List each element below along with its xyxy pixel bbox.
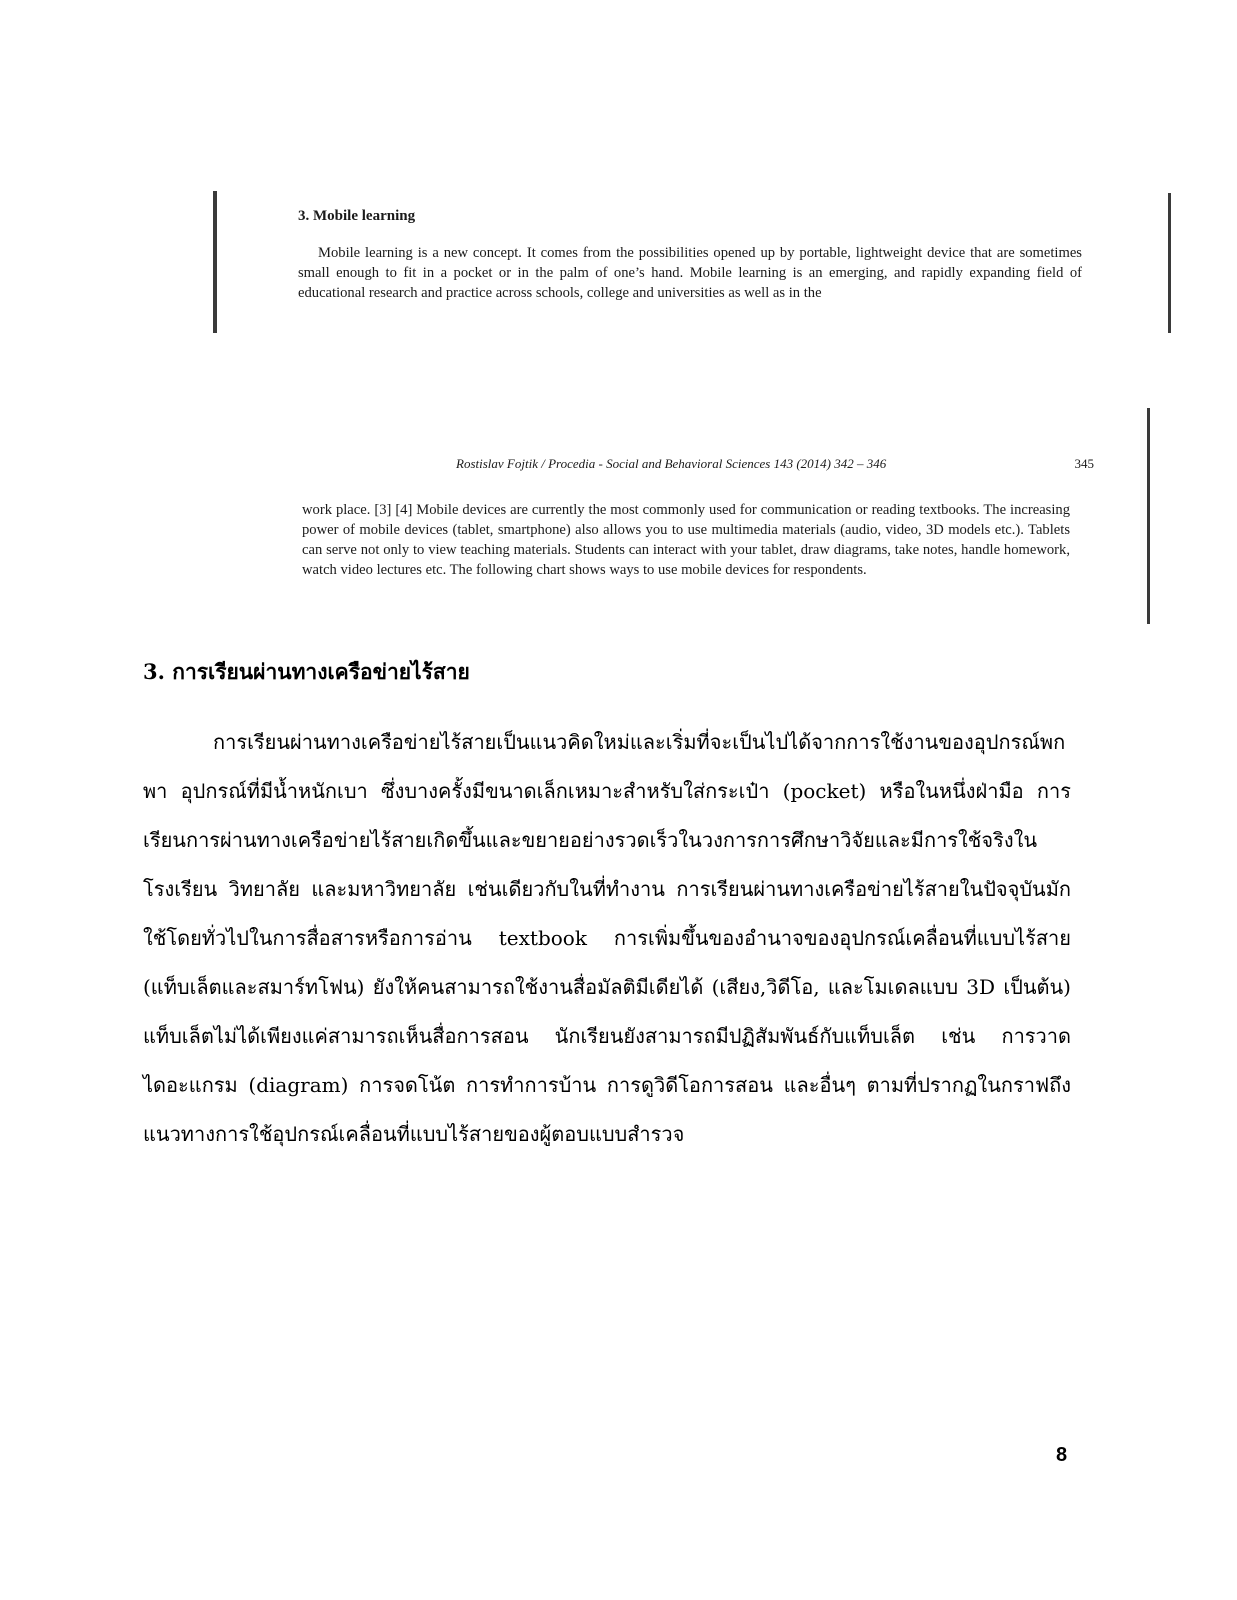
journal-citation: Rostislav Fojtik / Procedia - Social and Behavioral Sciences 143 (2014) 342 – 346 (456, 456, 887, 471)
excerpt-bottom (302, 454, 1094, 580)
excerpt-paragraph: Mobile learning is a new concept. It comes from the possibilities opened up by portable, lightweight device that are sometimes small enough to fit in a pocket or in the palm of one’s hand. Mobile learning is an emerging, and rapidly expanding field of educational research and practice across schools, college and universities as well as in the (298, 245, 1082, 301)
excerpt-paragraph-continued: work place. [3] [4] Mobile devices are currently the most commonly used for communication or reading textbooks. The increasing power of mobile devices (tablet, smartphone) also allows you to use multimedia materials (audio, video, 3D models etc.). Tablets can serve not only to view teaching materials. Students can interact with your tablet, draw diagrams, take notes, handle homework, watch video lectures etc. The following chart shows ways to use mobile devices for respondents. (302, 502, 1070, 578)
page-number: 8 (1056, 1444, 1068, 1466)
excerpt-top (298, 208, 1082, 303)
excerpt-heading: 3. Mobile learning (298, 208, 416, 224)
excerpt-top-left-border (213, 191, 217, 333)
section-paragraph: การเรียนผ่านทางเครือข่ายไร้สายเป็นแนวคิดใหม่และเริ่มที่จะเป็นไปได้จากการใช้งานของอุปกรณ์พกพา อุปกรณ์ที่มีน้ำหนักเบา ซึ่งบางครั้งมีขนาดเล็กเหมาะสำหรับใส่กระเป๋า (pocket) หรือในหนึ่งฝ่ามือ การเรียนการผ่านทางเครือข่ายไร้สายเกิดขึ้นและขยายอย่างรวดเร็วในวงการการศึกษาวิจัยและมีการใช้จริงในโรงเรียน วิทยาลัย และมหาวิทยาลัย เช่นเดียวกับในที่ทำงาน การเรียนผ่านทางเครือข่ายไร้สายในปัจจุบันมักใช้โดยทั่วไปในการสื่อสารหรือการอ่าน textbook การเพิ่มขึ้นของอำนาจของอุปกรณ์เคลื่อนที่แบบไร้สาย (แท็บเล็ตและสมาร์ทโฟน) ยังให้คนสามารถใช้งานสื่อมัลติมีเดียได้ (เสียง,วิดีโอ, และโมเดลแบบ 3D เป็นต้น) แท็บเล็ตไม่ได้เพียงแค่สามารถเห็นสื่อการสอน นักเรียนยังสามารถมีปฏิสัมพันธ์กับแท็บเล็ต เช่น การวาดไดอะแกรม (diagram) การจดโน้ต การทำการบ้าน การดูวิดีโอการสอน และอื่นๆ ตามที่ปรากฏในกราฟถึงแนวทางการใช้อุปกรณ์เคลื่อนที่แบบไร้สายของผู้ตอบแบบสำรวจ (143, 730, 1071, 1146)
excerpt-bottom-right-border (1147, 408, 1150, 624)
excerpt-top-right-border (1168, 193, 1171, 333)
journal-page-number: 345 (1074, 456, 1094, 471)
running-header (302, 454, 1094, 474)
section-heading: 3. การเรียนผ่านทางเครือข่ายไร้สาย (143, 659, 470, 684)
